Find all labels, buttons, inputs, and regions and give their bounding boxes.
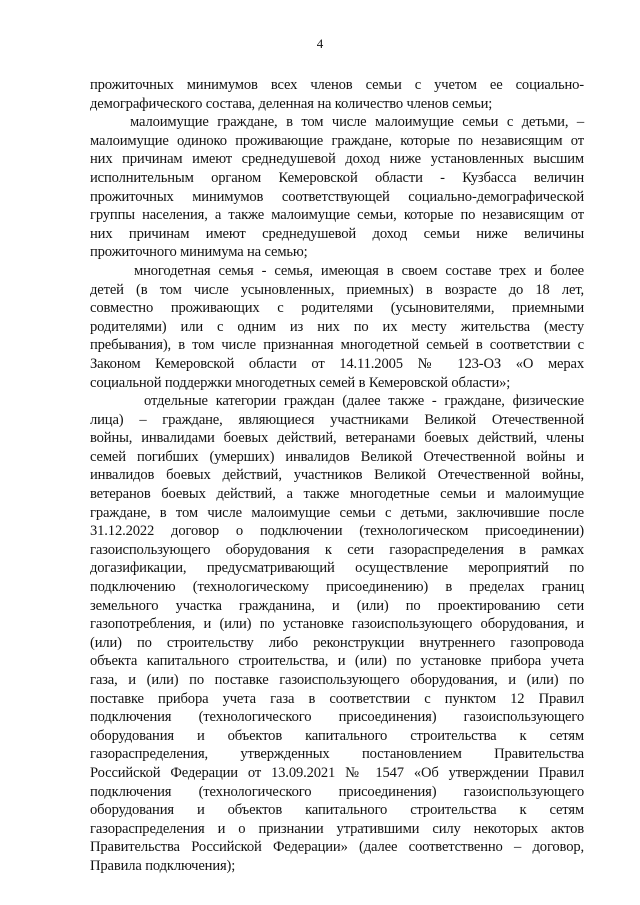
text-line: отдельные категории граждан (далее также - граждане, физические xyxy=(144,393,584,410)
text-line: газоиспользующего оборудования к сети газораспределения в рамках xyxy=(90,541,584,558)
text-line: них причинам имеют среднедушевой доход ниже установленных высшим xyxy=(90,151,584,168)
text-line: подключения (технологического присоединения) газоиспользующего xyxy=(90,709,584,726)
text-line: пребывания), в том числе признанная многодетной семьей в соответствии с xyxy=(90,337,584,354)
text-line: прожиточного минимума на семью; xyxy=(90,244,308,261)
text-line: поставке прибора учета газа в соответствии с пунктом 12 Правил xyxy=(90,690,584,707)
text-line: Российской Федерации от 13.09.2021 № 1547 «Об утверждении Правил xyxy=(90,764,584,781)
document-body xyxy=(90,76,584,876)
text-line: малоимущие одиноко проживающие граждане, которые по независящим от xyxy=(90,132,584,149)
text-line: семей погибших (умерших) инвалидов Великой Отечественной войны и xyxy=(90,448,584,465)
text-line: исполнительным органом Кемеровской области - Кузбасса величин xyxy=(90,169,584,186)
text-line: родителями) или с одним из них по их месту жительства (месту xyxy=(90,318,584,335)
text-line: войны, инвалидами боевых действий, ветеранами боевых действий, члены xyxy=(90,430,584,447)
text-line: земельного участка гражданина, и (или) по проектированию сети xyxy=(90,597,584,614)
text-line: малоимущие граждане, в том числе малоимущие семьи с детьми, – xyxy=(130,114,584,131)
text-line: (или) по строительству либо реконструкции внутреннего газопровода xyxy=(90,634,584,651)
text-line: совместно проживающих с родителями (усыновителями, приемными xyxy=(90,300,584,317)
text-line: инвалидов боевых действий, участников Великой Отечественной войны, xyxy=(90,467,584,484)
text-line: социальной поддержки многодетных семей в Кемеровской области»; xyxy=(90,374,511,391)
text-line: демографического состава, деленная на количество членов семьи; xyxy=(90,95,493,112)
text-line: группы населения, а также малоимущие семьи, которые по независящим от xyxy=(90,207,584,224)
text-line: оборудования и объектов капитального строительства к сетям xyxy=(90,727,584,744)
text-line: подключения (технологического присоединения) газоиспользующего xyxy=(90,783,584,800)
text-line: Законом Кемеровской области от 14.11.2005 № 123-ОЗ «О мерах xyxy=(90,355,584,372)
text-line: граждане, в том числе малоимущие семьи с детьми, заключившие после xyxy=(90,504,584,521)
text-line: газа, и (или) по поставке газоиспользующего оборудования, и (или) по xyxy=(90,672,584,688)
text-line: догазификации, предусматривающий осуществление мероприятий по xyxy=(90,560,584,577)
text-line: подключению (технологическому присоединению) в пределах границ xyxy=(90,579,584,596)
text-line: оборудования и объектов капитального строительства к сетям xyxy=(90,802,584,819)
text-line: газораспределения и о признании утратившими силу некоторых актов xyxy=(90,820,584,837)
page-number: 4 xyxy=(316,36,324,51)
text-line: прожиточных минимумов соответствующей социально-демографической xyxy=(90,188,584,205)
text-line: них причинам имеют среднедушевой доход семьи ниже величины xyxy=(90,225,584,242)
text-line: газопотребления, и (или) по установке газоиспользующего оборудования, и xyxy=(90,616,584,633)
text-line: многодетная семья - семья, имеющая в своем составе трех и более xyxy=(134,262,584,279)
text-line: лица) – граждане, являющиеся участниками Великой Отечественной xyxy=(90,411,584,428)
text-line: детей (в том числе усыновленных, приемных) в возрасте до 18 лет, xyxy=(90,281,584,298)
text-line: прожиточных минимумов всех членов семьи с учетом ее социально- xyxy=(90,77,584,93)
text-line: объекта капитального строительства, и (или) по установке прибора учета xyxy=(90,653,584,670)
text-line: ветеранов боевых действий, а также многодетные семьи и малоимущие xyxy=(90,486,584,503)
text-line: Правительства Российской Федерации» (далее соответственно – договор, xyxy=(90,839,584,856)
text-line: Правила подключения); xyxy=(90,857,236,874)
text-line: газораспределения, утвержденных постановлением Правительства xyxy=(90,746,584,763)
text-line: 31.12.2022 договор о подключении (технологическом присоединении) xyxy=(90,523,584,540)
